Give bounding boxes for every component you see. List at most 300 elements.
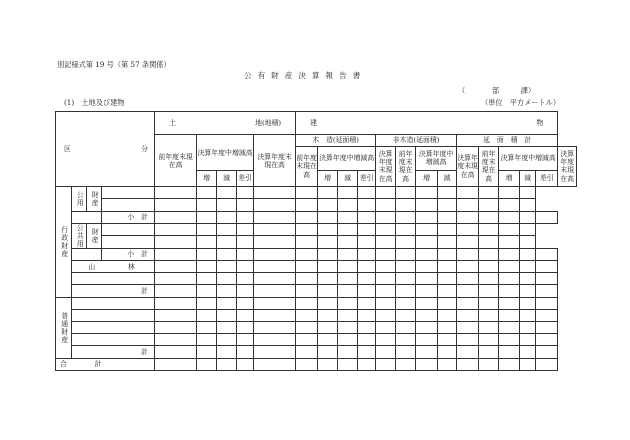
form-number-label: 別記様式第 19 号（第 57 条関係） bbox=[57, 60, 171, 69]
cell bbox=[296, 261, 318, 273]
cell bbox=[155, 358, 197, 370]
cell bbox=[72, 297, 155, 309]
cell bbox=[358, 223, 376, 236]
nonwood-increase: 増 bbox=[416, 170, 438, 186]
kouyou-subtotal: 小 計 bbox=[102, 211, 155, 223]
cell bbox=[376, 297, 396, 309]
cell bbox=[376, 248, 396, 260]
cell bbox=[499, 187, 520, 199]
cell bbox=[499, 211, 520, 223]
cell bbox=[499, 322, 520, 334]
cell bbox=[536, 285, 558, 297]
cell bbox=[338, 297, 358, 309]
land-header-right: 地(地積) bbox=[255, 119, 282, 128]
cell bbox=[438, 261, 457, 273]
cell bbox=[499, 346, 520, 358]
cell bbox=[338, 346, 358, 358]
wood-settlement-change: 決算年度中増減高 bbox=[318, 146, 376, 170]
cell bbox=[338, 236, 358, 249]
document-title: 公有財産決算報告書 bbox=[244, 71, 367, 80]
cell bbox=[396, 346, 416, 358]
grand-total-row bbox=[56, 358, 577, 370]
cell bbox=[155, 187, 197, 199]
cell bbox=[338, 261, 358, 273]
kubun-header bbox=[56, 112, 155, 187]
unit-label: （単位 平方メートル） bbox=[481, 98, 561, 107]
cell bbox=[217, 187, 237, 199]
wood-settlement-end: 決算年度末現在高 bbox=[376, 146, 396, 187]
cell bbox=[217, 211, 237, 223]
total-area-header: 延 面 積 計 bbox=[457, 135, 558, 146]
cell bbox=[438, 199, 457, 211]
cell bbox=[396, 187, 416, 199]
cell bbox=[72, 334, 155, 346]
cell bbox=[358, 334, 376, 346]
cell bbox=[479, 297, 499, 309]
land-prev-year-end: 前年度末現在高 bbox=[155, 135, 197, 187]
cell bbox=[520, 322, 536, 334]
wood-increase: 増 bbox=[318, 170, 338, 186]
cell bbox=[457, 248, 479, 260]
cell bbox=[318, 261, 338, 273]
cell bbox=[237, 346, 254, 358]
cell bbox=[396, 334, 416, 346]
kubun-right-label: 分 bbox=[141, 144, 149, 153]
cell bbox=[318, 334, 338, 346]
cell bbox=[520, 346, 536, 358]
cell bbox=[438, 285, 457, 297]
cell bbox=[479, 309, 499, 321]
cell bbox=[536, 309, 558, 321]
cell bbox=[376, 187, 396, 199]
cell bbox=[254, 346, 296, 358]
cell bbox=[155, 285, 197, 297]
cell bbox=[416, 346, 438, 358]
total-settlement-change: 決算年度中増減高 bbox=[499, 146, 558, 170]
futsu-label: 普通財産 bbox=[56, 297, 72, 358]
cell bbox=[536, 211, 558, 223]
cell bbox=[438, 187, 457, 199]
table-row bbox=[56, 187, 577, 199]
table-row bbox=[56, 199, 577, 211]
cell bbox=[358, 322, 376, 334]
cell bbox=[318, 223, 338, 236]
cell bbox=[72, 248, 102, 260]
cell bbox=[254, 334, 296, 346]
cell bbox=[499, 297, 520, 309]
cell bbox=[396, 273, 416, 285]
cell bbox=[296, 199, 318, 211]
cell bbox=[520, 334, 536, 346]
cell bbox=[479, 273, 499, 285]
cell bbox=[358, 273, 376, 285]
cell bbox=[318, 211, 338, 223]
cell bbox=[318, 248, 338, 260]
cell bbox=[197, 211, 217, 223]
cell bbox=[376, 309, 396, 321]
cell bbox=[358, 248, 376, 260]
cell bbox=[358, 309, 376, 321]
land-settlement-change: 決算年度中増減高 bbox=[197, 135, 254, 171]
cell bbox=[237, 285, 254, 297]
gyosei-label: 行政財産 bbox=[56, 187, 72, 297]
cell bbox=[358, 236, 376, 249]
cell bbox=[237, 248, 254, 260]
cell bbox=[416, 297, 438, 309]
cell bbox=[296, 223, 318, 236]
cell bbox=[536, 297, 558, 309]
cell bbox=[254, 297, 296, 309]
department-label: 部 課） bbox=[492, 86, 536, 95]
cell bbox=[155, 322, 197, 334]
kyouyou-subtotal: 小 計 bbox=[102, 248, 155, 260]
cell bbox=[237, 297, 254, 309]
cell bbox=[376, 334, 396, 346]
cell bbox=[520, 248, 536, 260]
cell bbox=[457, 187, 479, 199]
cell bbox=[376, 322, 396, 334]
cell bbox=[520, 297, 536, 309]
table-row bbox=[56, 211, 577, 223]
cell bbox=[416, 248, 438, 260]
cell bbox=[254, 261, 296, 273]
cell bbox=[396, 248, 416, 260]
cell bbox=[416, 223, 438, 236]
cell bbox=[499, 358, 520, 370]
cell bbox=[296, 334, 318, 346]
cell bbox=[318, 322, 338, 334]
wood-header: 木 造(延面積) bbox=[296, 135, 376, 146]
cell bbox=[416, 273, 438, 285]
cell bbox=[155, 199, 197, 211]
cell bbox=[438, 211, 457, 223]
kyouyou-label: 公共用 bbox=[72, 223, 87, 248]
building-header bbox=[296, 112, 558, 135]
cell bbox=[520, 358, 536, 370]
cell bbox=[358, 199, 376, 211]
building-header-left: 建 bbox=[310, 119, 318, 128]
cell bbox=[520, 187, 536, 199]
cell bbox=[396, 322, 416, 334]
cell bbox=[536, 261, 558, 273]
cell bbox=[217, 248, 237, 260]
cell bbox=[536, 334, 558, 346]
grand-total-label: 合 計 bbox=[56, 358, 155, 370]
cell bbox=[479, 261, 499, 273]
cell bbox=[318, 199, 338, 211]
table-row bbox=[56, 297, 577, 309]
cell bbox=[438, 346, 457, 358]
table-row bbox=[56, 334, 577, 346]
cell bbox=[296, 285, 318, 297]
cell bbox=[416, 236, 438, 249]
cell bbox=[457, 334, 479, 346]
table-row bbox=[56, 346, 577, 358]
cell bbox=[217, 309, 237, 321]
cell bbox=[155, 211, 197, 223]
land-net: 差引 bbox=[237, 170, 254, 186]
cell bbox=[416, 334, 438, 346]
cell bbox=[296, 297, 318, 309]
cell bbox=[338, 273, 358, 285]
cell bbox=[396, 297, 416, 309]
nonwood-settlement-change: 決算年度中増減高 bbox=[416, 146, 457, 170]
kyouyou-zaisan-label: 財産 bbox=[87, 223, 102, 248]
cell bbox=[197, 248, 217, 260]
cell bbox=[237, 273, 254, 285]
cell bbox=[438, 248, 457, 260]
cell bbox=[479, 358, 499, 370]
cell bbox=[416, 285, 438, 297]
cell bbox=[254, 273, 296, 285]
cell bbox=[396, 261, 416, 273]
cell bbox=[536, 358, 558, 370]
cell bbox=[338, 358, 358, 370]
cell bbox=[102, 236, 155, 249]
cell bbox=[358, 261, 376, 273]
cell bbox=[338, 248, 358, 260]
cell bbox=[197, 309, 217, 321]
cell bbox=[479, 236, 499, 249]
table-row bbox=[56, 248, 577, 260]
cell bbox=[479, 187, 499, 199]
cell bbox=[197, 223, 217, 236]
cell bbox=[217, 334, 237, 346]
cell bbox=[376, 211, 396, 223]
cell bbox=[296, 211, 318, 223]
cell bbox=[520, 199, 536, 211]
cell bbox=[536, 248, 558, 260]
cell bbox=[296, 248, 318, 260]
cell bbox=[338, 309, 358, 321]
cell bbox=[499, 309, 520, 321]
cell bbox=[254, 358, 296, 370]
total-prev-year-end: 前年度末現在高 bbox=[479, 146, 499, 187]
cell bbox=[217, 322, 237, 334]
cell bbox=[479, 199, 499, 211]
cell bbox=[254, 322, 296, 334]
cell bbox=[457, 309, 479, 321]
cell bbox=[376, 261, 396, 273]
cell bbox=[217, 236, 237, 249]
cell bbox=[457, 273, 479, 285]
cell bbox=[499, 248, 520, 260]
cell bbox=[338, 223, 358, 236]
cell bbox=[102, 199, 155, 211]
nonwood-decrease: 減 bbox=[438, 170, 457, 186]
cell bbox=[254, 199, 296, 211]
cell bbox=[237, 187, 254, 199]
table-row bbox=[56, 273, 577, 285]
cell bbox=[296, 236, 318, 249]
cell bbox=[520, 285, 536, 297]
cell bbox=[296, 358, 318, 370]
cell bbox=[217, 273, 237, 285]
land-decrease: 減 bbox=[217, 170, 237, 186]
cell bbox=[479, 211, 499, 223]
cell bbox=[457, 236, 479, 249]
table-row bbox=[56, 322, 577, 334]
cell bbox=[296, 187, 318, 199]
cell bbox=[254, 236, 296, 249]
cell bbox=[536, 322, 558, 334]
cell bbox=[499, 223, 520, 236]
cell bbox=[520, 273, 536, 285]
building-header-right: 物 bbox=[536, 119, 544, 128]
cell bbox=[197, 358, 217, 370]
cell bbox=[237, 261, 254, 273]
total-net: 差引 bbox=[536, 170, 558, 186]
department-open-paren: （ bbox=[458, 86, 466, 95]
futsu-total: 計 bbox=[72, 346, 155, 358]
total-increase: 増 bbox=[499, 170, 520, 186]
cell bbox=[396, 211, 416, 223]
cell bbox=[396, 309, 416, 321]
cell bbox=[102, 187, 155, 199]
cell bbox=[376, 346, 396, 358]
cell bbox=[479, 285, 499, 297]
cell bbox=[438, 309, 457, 321]
cell bbox=[358, 358, 376, 370]
kubun-left-label: 区 bbox=[64, 144, 71, 153]
cell bbox=[197, 334, 217, 346]
cell bbox=[338, 187, 358, 199]
cell bbox=[338, 199, 358, 211]
cell bbox=[254, 223, 296, 236]
cell bbox=[438, 297, 457, 309]
cell bbox=[296, 309, 318, 321]
cell bbox=[520, 236, 536, 249]
cell bbox=[217, 346, 237, 358]
cell bbox=[479, 223, 499, 236]
cell bbox=[217, 261, 237, 273]
cell bbox=[197, 187, 217, 199]
cell bbox=[254, 285, 296, 297]
cell bbox=[155, 334, 197, 346]
cell bbox=[237, 236, 254, 249]
cell bbox=[396, 236, 416, 249]
header-row-1 bbox=[56, 112, 577, 135]
land-header bbox=[155, 112, 296, 135]
cell bbox=[318, 346, 338, 358]
cell bbox=[296, 322, 318, 334]
cell bbox=[237, 322, 254, 334]
report-table bbox=[55, 111, 577, 371]
cell bbox=[499, 261, 520, 273]
cell bbox=[197, 273, 217, 285]
cell bbox=[155, 309, 197, 321]
table-row bbox=[56, 309, 577, 321]
cell bbox=[237, 211, 254, 223]
section-label: (1) 土地及び建物 bbox=[64, 98, 125, 107]
cell bbox=[396, 223, 416, 236]
table-row bbox=[56, 236, 577, 249]
cell bbox=[155, 297, 197, 309]
table-row bbox=[56, 223, 577, 236]
cell bbox=[155, 236, 197, 249]
cell bbox=[155, 273, 197, 285]
cell bbox=[358, 297, 376, 309]
cell bbox=[438, 358, 457, 370]
cell bbox=[318, 273, 338, 285]
cell bbox=[416, 358, 438, 370]
cell bbox=[254, 187, 296, 199]
cell bbox=[155, 223, 197, 236]
cell bbox=[457, 322, 479, 334]
kouyou-label: 公用 bbox=[72, 187, 87, 211]
cell bbox=[499, 236, 520, 249]
cell bbox=[358, 187, 376, 199]
land-increase: 増 bbox=[197, 170, 217, 186]
wood-prev-year-end: 前年度末現在高 bbox=[296, 146, 318, 187]
cell bbox=[155, 248, 197, 260]
cell bbox=[416, 261, 438, 273]
cell bbox=[457, 346, 479, 358]
cell bbox=[237, 223, 254, 236]
gyosei-total: 計 bbox=[72, 285, 155, 297]
cell bbox=[358, 211, 376, 223]
nonwood-settlement-end: 決算年度末現在高 bbox=[457, 146, 479, 187]
cell bbox=[479, 322, 499, 334]
cell bbox=[520, 309, 536, 321]
cell bbox=[338, 211, 358, 223]
cell bbox=[197, 346, 217, 358]
cell bbox=[536, 273, 558, 285]
cell bbox=[358, 285, 376, 297]
cell bbox=[197, 322, 217, 334]
land-settlement-end: 決算年度末現在高 bbox=[254, 135, 296, 187]
cell bbox=[254, 309, 296, 321]
cell bbox=[102, 223, 155, 236]
cell bbox=[499, 334, 520, 346]
cell bbox=[536, 346, 558, 358]
cell bbox=[318, 285, 338, 297]
cell bbox=[499, 199, 520, 211]
cell bbox=[499, 273, 520, 285]
cell bbox=[318, 236, 338, 249]
cell bbox=[396, 358, 416, 370]
cell bbox=[457, 199, 479, 211]
cell bbox=[416, 322, 438, 334]
cell bbox=[416, 199, 438, 211]
cell bbox=[520, 223, 536, 236]
cell bbox=[358, 346, 376, 358]
total-decrease: 減 bbox=[520, 170, 536, 186]
table-row bbox=[56, 261, 577, 273]
cell bbox=[197, 236, 217, 249]
cell bbox=[237, 309, 254, 321]
cell bbox=[217, 223, 237, 236]
cell bbox=[72, 309, 155, 321]
cell bbox=[318, 358, 338, 370]
cell bbox=[155, 261, 197, 273]
cell bbox=[237, 358, 254, 370]
cell bbox=[479, 248, 499, 260]
wood-net: 差引 bbox=[358, 170, 376, 186]
cell bbox=[396, 285, 416, 297]
cell bbox=[457, 261, 479, 273]
cell bbox=[197, 199, 217, 211]
kouyou-zaisan-label: 財産 bbox=[87, 187, 102, 211]
cell bbox=[338, 285, 358, 297]
cell bbox=[438, 322, 457, 334]
nonwood-prev-year-end: 前年度末現在高 bbox=[396, 146, 416, 187]
cell bbox=[457, 223, 479, 236]
cell bbox=[155, 346, 197, 358]
cell bbox=[520, 261, 536, 273]
nonwood-header: 非木造(延面積) bbox=[376, 135, 457, 146]
cell bbox=[438, 223, 457, 236]
